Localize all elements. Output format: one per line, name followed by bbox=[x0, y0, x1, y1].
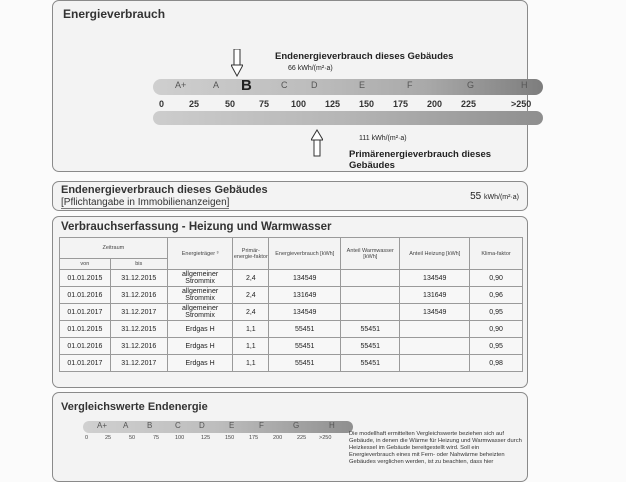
scale-tick: 25 bbox=[105, 435, 112, 441]
panel-title: Energieverbrauch bbox=[63, 7, 166, 21]
header-von: von bbox=[60, 259, 111, 270]
cell-warmwasser: 55451 bbox=[341, 338, 400, 355]
cell-warmwasser: 55451 bbox=[341, 355, 400, 372]
class-label: B bbox=[241, 77, 252, 94]
panel-title: Endenergieverbrauch dieses Gebäudes bbox=[61, 184, 268, 196]
cell-traeger: Erdgas H bbox=[167, 338, 233, 355]
cell-faktor: 1,1 bbox=[233, 338, 269, 355]
cell-verbrauch: 134549 bbox=[269, 304, 341, 321]
scale-tick: 75 bbox=[153, 435, 160, 441]
cell-klima: 0,90 bbox=[470, 321, 523, 338]
header-klima: Klima-faktor bbox=[470, 238, 523, 270]
class-label: B bbox=[147, 421, 153, 430]
value-unit: kWh/(m²·a) bbox=[484, 194, 519, 201]
cell-von: 01.01.2017 bbox=[60, 304, 111, 321]
cell-bis: 31.12.2017 bbox=[110, 304, 167, 321]
scale-tick: 0 bbox=[159, 99, 165, 109]
cell-bis: 31.12.2015 bbox=[110, 270, 167, 287]
cell-klima: 0,95 bbox=[470, 304, 523, 321]
cell-klima: 0,90 bbox=[470, 270, 523, 287]
cell-faktor: 2,4 bbox=[233, 287, 269, 304]
scale-tick: 0 bbox=[85, 435, 89, 441]
cell-traeger: Erdgas H bbox=[167, 321, 233, 338]
cell-verbrauch: 55451 bbox=[269, 355, 341, 372]
class-label: G bbox=[293, 421, 300, 430]
scale-tick: 125 bbox=[325, 99, 341, 109]
cell-bis: 31.12.2016 bbox=[110, 338, 167, 355]
scale-tick: 25 bbox=[189, 99, 200, 109]
class-label: H bbox=[329, 421, 335, 430]
scale-tick: 75 bbox=[259, 99, 270, 109]
scale-tick: 150 bbox=[225, 435, 235, 441]
table-row bbox=[60, 287, 523, 304]
cell-heizung bbox=[400, 355, 470, 372]
scale-tick: 175 bbox=[393, 99, 409, 109]
cell-verbrauch: 131649 bbox=[269, 287, 341, 304]
class-label: A bbox=[123, 421, 129, 430]
header-energietraeger: Energieträger ³ bbox=[167, 238, 233, 270]
consumption-table bbox=[59, 237, 523, 372]
cell-traeger: allgemeiner Strommix bbox=[167, 287, 233, 304]
scale-tick: 225 bbox=[297, 435, 307, 441]
scale-tick: 100 bbox=[291, 99, 307, 109]
table-row bbox=[60, 304, 523, 321]
cell-von: 01.01.2015 bbox=[60, 321, 111, 338]
class-label: A bbox=[213, 80, 220, 90]
scale-tick: 100 bbox=[175, 435, 185, 441]
primary-energy-label: Primärenergieverbrauch dieses Gebäudes bbox=[349, 149, 492, 171]
table-row bbox=[60, 355, 523, 372]
cell-von: 01.01.2016 bbox=[60, 338, 111, 355]
scale-tick: 125 bbox=[201, 435, 211, 441]
cell-warmwasser: 55451 bbox=[341, 321, 400, 338]
cell-bis: 31.12.2017 bbox=[110, 355, 167, 372]
comparison-panel bbox=[52, 392, 528, 482]
cell-traeger: allgemeiner Strommix bbox=[167, 304, 233, 321]
consumption-panel bbox=[52, 216, 528, 388]
arrow-down-icon bbox=[231, 49, 243, 77]
header-primaerfaktor: Primär-energie-faktor bbox=[233, 238, 269, 270]
cell-warmwasser bbox=[341, 304, 400, 321]
class-label: G bbox=[467, 80, 475, 90]
comparison-scale-bar bbox=[83, 421, 353, 433]
scale-tick: 225 bbox=[461, 99, 477, 109]
cell-traeger: Erdgas H bbox=[167, 355, 233, 372]
table-row bbox=[60, 321, 523, 338]
cell-von: 01.01.2016 bbox=[60, 287, 111, 304]
cell-heizung: 134549 bbox=[400, 304, 470, 321]
cell-faktor: 2,4 bbox=[233, 270, 269, 287]
cell-klima: 0,98 bbox=[470, 355, 523, 372]
scale-tick: 150 bbox=[359, 99, 375, 109]
table-row bbox=[60, 338, 523, 355]
cell-klima: 0,95 bbox=[470, 338, 523, 355]
energy-scale-bar bbox=[153, 79, 543, 95]
cell-von: 01.01.2015 bbox=[60, 270, 111, 287]
class-label: D bbox=[199, 421, 205, 430]
class-label: F bbox=[407, 80, 413, 90]
cell-heizung bbox=[400, 338, 470, 355]
end-energy-panel bbox=[52, 181, 528, 211]
panel-title: Verbrauchserfassung - Heizung und Warmwasser bbox=[61, 221, 332, 233]
end-energy-value bbox=[470, 191, 519, 202]
header-energieverbrauch: Energieverbrauch [kWh] bbox=[269, 238, 341, 270]
end-energy-value: 66 kWh/(m²·a) bbox=[288, 65, 333, 72]
mandatory-note: [Pflichtangabe in Immobilienanzeigen] bbox=[61, 197, 230, 208]
cell-traeger: allgemeiner Strommix bbox=[167, 270, 233, 287]
cell-faktor: 2,4 bbox=[233, 304, 269, 321]
value-number: 55 bbox=[470, 191, 482, 202]
class-label: F bbox=[259, 421, 264, 430]
table-row bbox=[60, 270, 523, 287]
panel-title: Vergleichswerte Endenergie bbox=[61, 401, 208, 413]
cell-heizung: 134549 bbox=[400, 270, 470, 287]
header-heizung: Anteil Heizung [kWh] bbox=[400, 238, 470, 270]
scale-tick: 50 bbox=[225, 99, 236, 109]
class-label: C bbox=[281, 80, 288, 90]
header-zeitraum: Zeitraum bbox=[60, 238, 168, 259]
cell-verbrauch: 134549 bbox=[269, 270, 341, 287]
class-label: D bbox=[311, 80, 318, 90]
cell-faktor: 1,1 bbox=[233, 321, 269, 338]
cell-bis: 31.12.2016 bbox=[110, 287, 167, 304]
header-bis: bis bbox=[110, 259, 167, 270]
class-label: A+ bbox=[97, 421, 108, 430]
class-label: H bbox=[521, 80, 528, 90]
scale-tick: >250 bbox=[511, 99, 532, 109]
header-warmwasser: Anteil Warmwasser [kWh] bbox=[341, 238, 400, 270]
cell-klima: 0,96 bbox=[470, 287, 523, 304]
cell-warmwasser bbox=[341, 287, 400, 304]
cell-heizung: 131649 bbox=[400, 287, 470, 304]
comparison-note: Die modellhaft ermittelten Vergleichswerte beziehen sich auf Gebäude, in denen die Wärme für Heizung und Warmwasser durch Heizkessel im Gebäude bereitgestellt wird. Soll ein Energieverbrauch eines mit Fern- oder Nahwärme beheizten Gebäudes verglichen werden, ist zu beachten, dass hier bbox=[349, 431, 522, 465]
scale-tick: 200 bbox=[273, 435, 283, 441]
arrow-up-icon bbox=[311, 129, 323, 157]
cell-bis: 31.12.2015 bbox=[110, 321, 167, 338]
primary-energy-value: 111 kWh/(m²·a) bbox=[359, 135, 407, 142]
cell-von: 01.01.2017 bbox=[60, 355, 111, 372]
scale-tick: 50 bbox=[129, 435, 136, 441]
scale-tick: >250 bbox=[319, 435, 332, 441]
cell-faktor: 1,1 bbox=[233, 355, 269, 372]
scale-tick: 200 bbox=[427, 99, 443, 109]
scale-tick: 175 bbox=[249, 435, 259, 441]
cell-verbrauch: 55451 bbox=[269, 321, 341, 338]
end-energy-label: Endenergieverbrauch dieses Gebäudes bbox=[275, 51, 454, 62]
cell-heizung bbox=[400, 321, 470, 338]
class-label: E bbox=[229, 421, 235, 430]
class-label: E bbox=[359, 80, 366, 90]
class-label: C bbox=[175, 421, 181, 430]
class-label: A+ bbox=[175, 80, 187, 90]
primary-scale-bar bbox=[153, 111, 543, 125]
cell-warmwasser bbox=[341, 270, 400, 287]
energy-scale-panel bbox=[52, 0, 532, 172]
cell-verbrauch: 55451 bbox=[269, 338, 341, 355]
